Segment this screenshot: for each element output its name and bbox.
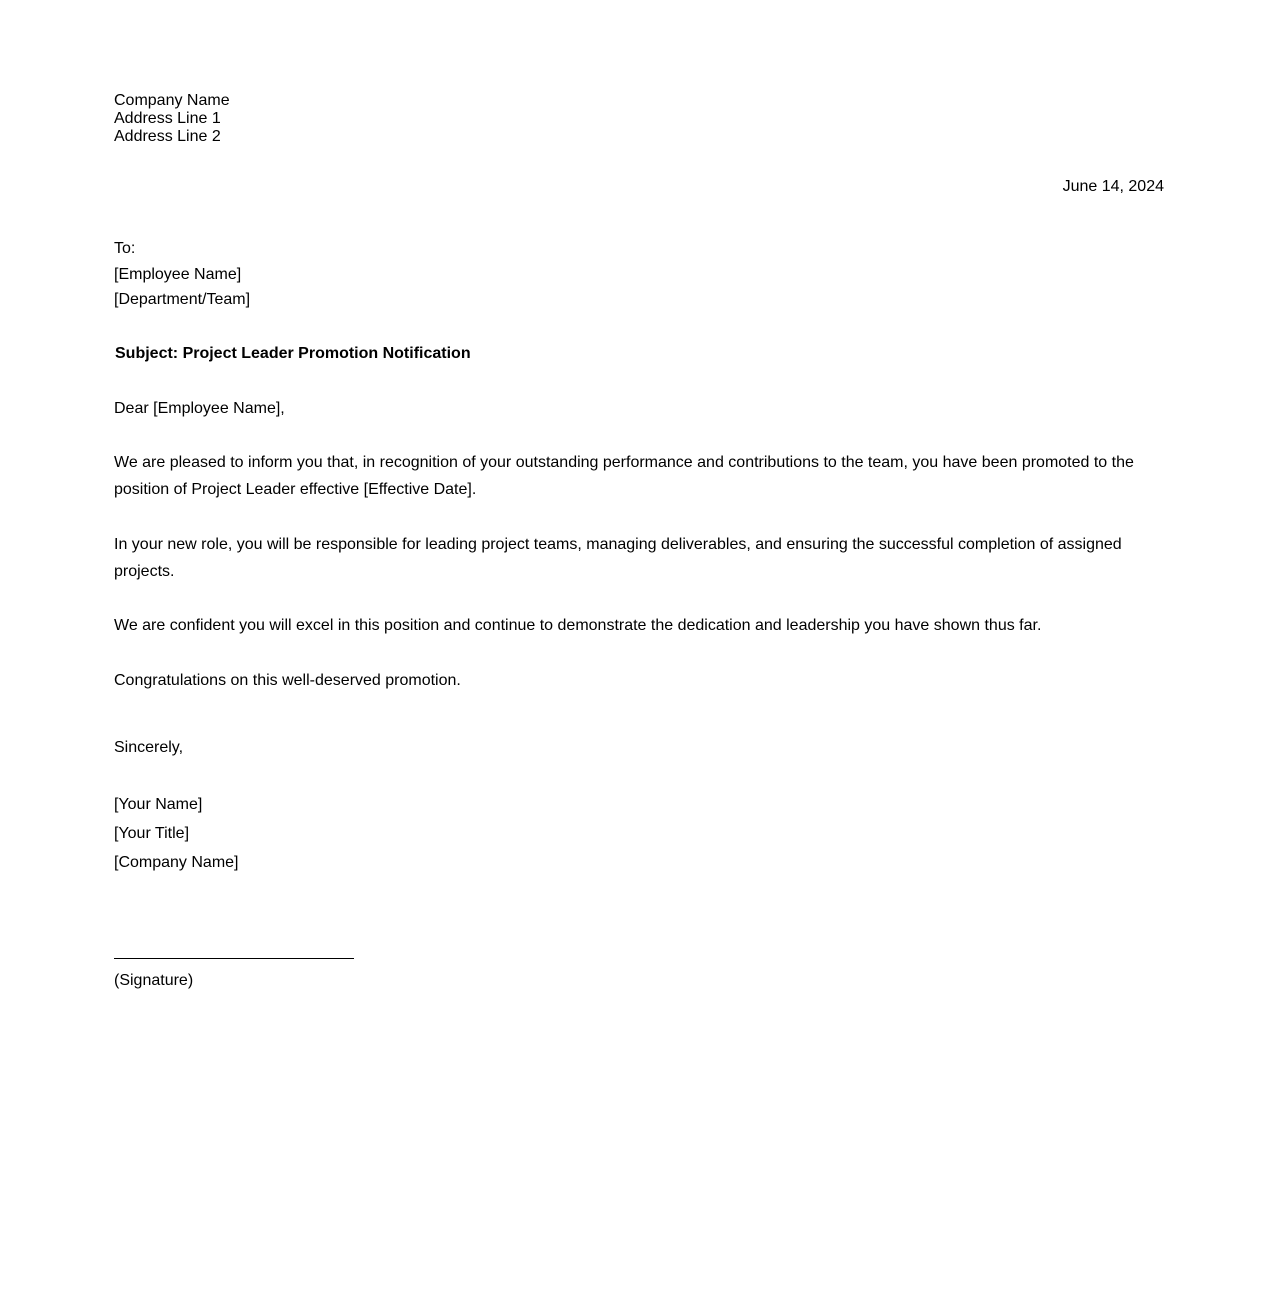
body-paragraph-1: We are pleased to inform you that, in recognition of your outstanding performance and contributions to the team, you have been promoted to the position of Project Leader effective [Effective Date]. <box>114 454 1134 498</box>
recipient-label: To: <box>114 240 136 257</box>
signer-company: [Company Name] <box>114 854 239 871</box>
signature-label: (Signature) <box>114 972 194 989</box>
sender-company: Company Name <box>114 92 230 109</box>
signer-title: [Your Title] <box>114 825 190 842</box>
letter-date: June 14, 2024 <box>1062 178 1164 195</box>
body-paragraph-2: In your new role, you will be responsible for leading project teams, managing deliverables, and ensuring the successful completion of assigned projects. <box>114 536 1122 580</box>
body-paragraph-3: We are confident you will excel in this position and continue to demonstrate the dedication and leadership you have shown thus far. <box>114 617 1042 634</box>
subject-line: Subject: Project Leader Promotion Notification <box>115 345 471 362</box>
sender-address-line-1: Address Line 1 <box>114 110 221 127</box>
body-paragraph-4: Congratulations on this well-deserved promotion. <box>114 672 461 689</box>
signature-line <box>114 958 354 959</box>
salutation: Dear [Employee Name], <box>114 400 285 417</box>
recipient-department: [Department/Team] <box>114 291 251 308</box>
closing: Sincerely, <box>114 739 184 756</box>
signer-name: [Your Name] <box>114 796 203 813</box>
recipient-name: [Employee Name] <box>114 266 242 283</box>
sender-address-line-2: Address Line 2 <box>114 128 221 145</box>
